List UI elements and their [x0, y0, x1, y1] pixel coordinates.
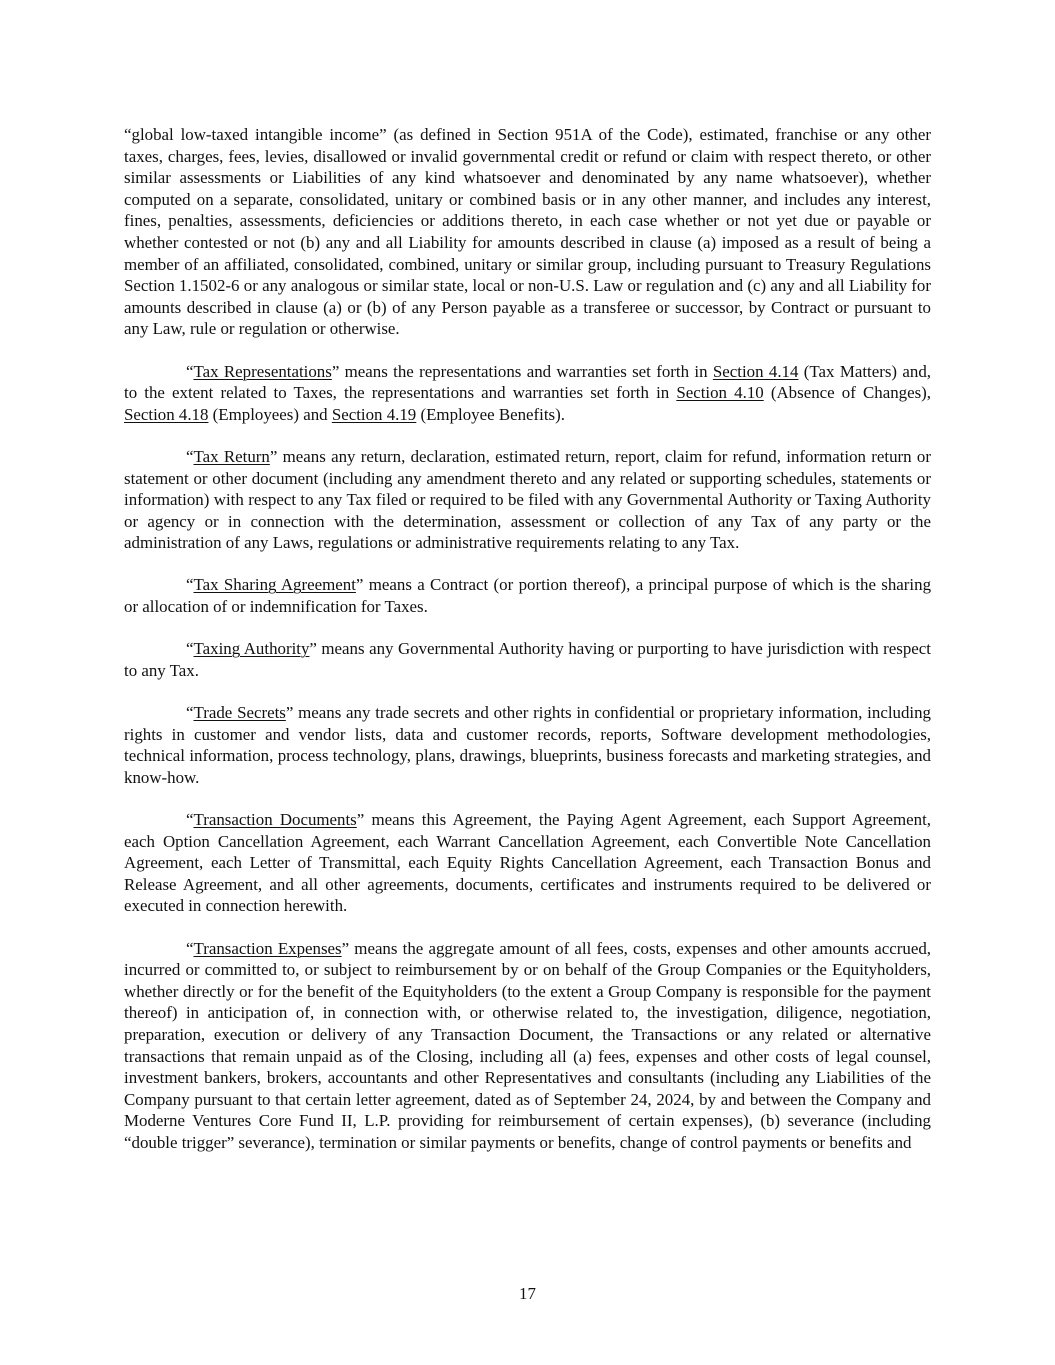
paragraph-text: “	[186, 810, 194, 829]
paragraph-text: ” means the representations and warranties set forth in	[331, 361, 713, 381]
defined-term: Section 4.10	[676, 383, 764, 403]
defined-term: Section 4.18	[124, 404, 209, 424]
defined-term: Transaction Expenses	[193, 938, 342, 958]
defined-term: Transaction Documents	[193, 810, 357, 829]
paragraph-transaction-expenses	[124, 938, 931, 1154]
page-number: 17	[519, 1284, 536, 1303]
document-page	[124, 124, 931, 1174]
paragraph-text: “	[186, 639, 194, 659]
paragraph-text: ” means any Governmental Authority having or purporting to have jurisdiction with respect to any Tax.	[124, 639, 931, 680]
paragraph-transaction-documents	[124, 809, 931, 917]
paragraph-text: ” means a Contract (or portion thereof), a principal purpose of which is the sharing or allocation of or indemnification for Taxes.	[124, 575, 932, 617]
paragraph-text: “	[186, 703, 194, 723]
paragraph-text: ” means the aggregate amount of all fees, costs, expenses and other amounts accrued, incurred or committed to, or subject to reimbursement by or on behalf of the Group Companies or the Equityholders, whether directly or for the benefit of the Equityholders (to the extent a Group Company is responsible for the payment thereof) in anticipation of, in connection with, or otherwise related to, the investigation, diligence, negotiation, preparation, execution or delivery of any Transaction Document, the Transactions or any related or alternative transactions that remain unpaid as of the Closing, including all (a) fees, expenses and other costs of legal counsel, investment bankers, brokers, accountants and other Representatives and consultants (including any Liabilities of the Company pursuant to that certain letter agreement, dated as of September 24, 2024, by and between the Company and Moderne Ventures Core Fund II, L.P. providing for reimbursement of certain expenses), (b) severance (including “double trigger” severance), termination or similar payments or benefits, change of control payments or benefits and	[124, 938, 931, 1152]
defined-term: Tax Sharing Agreement	[193, 575, 356, 595]
defined-term: Section 4.19	[331, 404, 417, 424]
paragraph-text: “	[186, 938, 194, 958]
paragraph-text: (Employee Benefits).	[416, 404, 565, 424]
paragraph-text: ” means any return, declaration, estimated return, report, claim for refund, information return or statement or other document (including any amendment thereto and any related or supporting schedules, statements or information) with respect to any Tax filed or required to be filed with any Governmental Authority or Taxing Authority or agency or in connection with the determination, assessment or collection of any Tax of any party or the administration of any Laws, regulations or administrative requirements relating to any Tax.	[124, 446, 931, 553]
paragraph-tax-representations	[124, 361, 931, 426]
paragraph-text: (Employees) and	[208, 404, 332, 424]
defined-term: Tax Return	[193, 446, 270, 466]
paragraph-tax-definition-continued	[124, 124, 931, 340]
paragraph-text: (Absence of Changes),	[763, 383, 931, 403]
paragraph-text: ” means this Agreement, the Paying Agent Agreement, each Support Agreement, each Option Cancellation Agreement, each Warrant Cancellation Agreement, each Convertible Note Cancellation Agreement, each Letter of Transmittal, each Equity Rights Cancellation Agreement, each Transaction Bonus and Release Agreement, and all other agreements, documents, certificates and instruments required to be delivered or executed in connection herewith.	[124, 810, 931, 916]
defined-term: Taxing Authority	[193, 639, 310, 659]
paragraph-text: “	[186, 361, 194, 381]
paragraph-text: “global low-taxed intangible income” (as defined in Section 951A of the Code), estimated, franchise or any other taxes, charges, fees, levies, disallowed or invalid governmental credit or refund or claim with respect thereto, or other similar assessments or Liabilities of any kind whatsoever and denominated by any name whatsoever), whether computed on a separate, consolidated, unitary or combined basis or in any other manner, and includes any interest, fines, penalties, assessments, deficiencies or additions thereto, in each case whether or not yet due or payable or whether contested or not (b) any and all Liability for amounts described in clause (a) imposed as a result of being a member of an affiliated, consolidated, combined, unitary or similar group, including pursuant to Treasury Regulations Section 1.1502-6 or any analogous or similar state, local or non-U.S. Law or regulation and (c) any and all Liability for amounts described in clause (a) or (b) of any Person payable as a transferee or successor, by Contract or pursuant to any Law, rule or regulation or otherwise.	[124, 125, 931, 339]
paragraph-tax-sharing-agreement	[124, 574, 931, 617]
paragraph-tax-return	[124, 446, 931, 554]
paragraph-taxing-authority	[124, 638, 931, 681]
defined-term: Section 4.14	[712, 361, 799, 381]
paragraph-text: (Tax Matters) and, to the extent related to Taxes, the representations and warranties set forth in	[124, 361, 932, 403]
paragraph-text: “	[186, 575, 194, 595]
paragraph-text: ” means any trade secrets and other rights in confidential or proprietary information, including rights in customer and vendor lists, data and customer records, reports, Software development methodologies, technical information, process technology, plans, drawings, blueprints, business forecasts and marketing strategies, and know-how.	[124, 703, 931, 787]
paragraph-text: “	[186, 446, 194, 466]
defined-term: Tax Representations	[193, 361, 332, 381]
paragraph-trade-secrets	[124, 702, 931, 788]
defined-term: Trade Secrets	[193, 703, 286, 723]
